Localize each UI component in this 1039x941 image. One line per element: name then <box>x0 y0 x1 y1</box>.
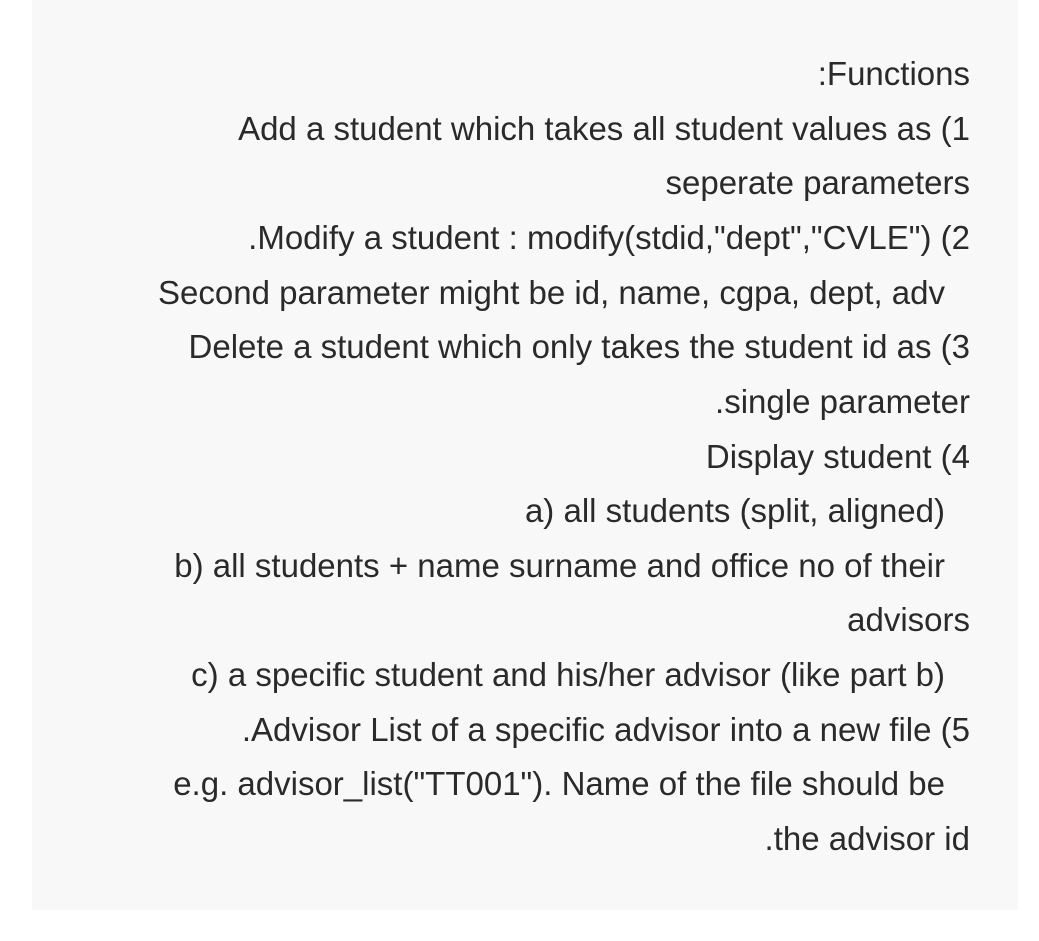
item-1-line-2: seperate parameters <box>665 164 970 201</box>
item-1-line-1: Add a student which takes all student values as (1 <box>238 110 970 147</box>
item-3-line-1: Delete a student which only takes the student id as (3 <box>188 328 970 365</box>
item-4-subitem-a: a) all students (split, aligned) <box>524 492 945 529</box>
item-2-line-1: .Modify a student : modify(stdid,"dept","CVLE") (2 <box>248 219 970 256</box>
item-5-line-2: e.g. advisor_list("TT001"). Name of the file should be <box>173 765 945 802</box>
item-2-line-2: Second parameter might be id, name, cgpa, dept, adv <box>158 274 945 311</box>
item-5-line-1: .Advisor List of a specific advisor into a new file (5 <box>241 711 970 748</box>
item-4-subitem-b-line-2: advisors <box>847 601 970 638</box>
functions-heading: :Functions <box>817 55 970 92</box>
item-4-heading: Display student (4 <box>705 438 970 475</box>
item-5-line-3: .the advisor id <box>764 820 970 857</box>
item-4-subitem-c: c) a specific student and his/her advisor (like part b) <box>191 656 945 693</box>
item-3-line-2: .single parameter <box>715 383 970 420</box>
item-4-subitem-b-line-1: b) all students + name surname and office no of their <box>174 547 945 584</box>
